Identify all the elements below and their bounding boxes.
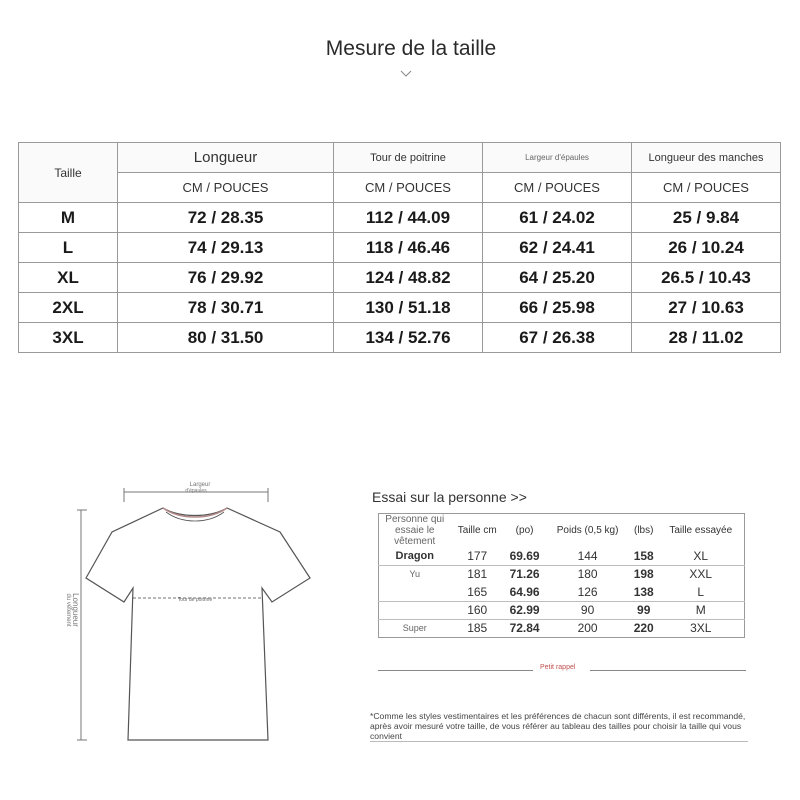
trial-row <box>379 619 745 637</box>
trial-header: Personne qui essaie le vêtement <box>385 514 445 547</box>
unit-header: CM / POUCES <box>483 173 632 203</box>
trial-cell: 144 <box>577 548 598 563</box>
value-cell: 74 / 29.13 <box>118 233 334 263</box>
tshirt-diagram <box>40 470 340 770</box>
trial-cell: 177 <box>467 548 488 563</box>
table-row <box>19 323 781 353</box>
value-cell: 72 / 28.35 <box>118 203 334 233</box>
trial-row <box>379 547 745 565</box>
trial-header: Taille cm <box>457 525 497 536</box>
size-cell: 3XL <box>19 323 118 353</box>
size-cell: XL <box>19 263 118 293</box>
size-table <box>18 142 781 353</box>
trial-cell: 69.69 <box>509 548 540 563</box>
table-row <box>19 293 781 323</box>
trial-cell: 185 <box>451 619 504 637</box>
trial-cell: 126 <box>577 584 598 599</box>
trial-cell: 198 <box>630 565 658 583</box>
trial-cell: M <box>657 601 744 619</box>
trial-cell: 138 <box>633 584 654 599</box>
page-title: Mesure de la taille <box>325 37 497 60</box>
table-row <box>19 233 781 263</box>
value-cell: 28 / 11.02 <box>632 323 781 353</box>
value-cell: 134 / 52.76 <box>334 323 483 353</box>
trial-cell: XXL <box>657 565 744 583</box>
value-cell: 78 / 30.71 <box>118 293 334 323</box>
trial-cell: 62.99 <box>504 601 545 619</box>
trial-row <box>379 601 745 619</box>
value-cell: 66 / 25.98 <box>483 293 632 323</box>
trial-header: (lbs) <box>634 525 654 536</box>
value-cell: 76 / 29.92 <box>118 263 334 293</box>
trial-row <box>379 565 745 583</box>
trial-cell: 72.84 <box>504 619 545 637</box>
trial-cell: 3XL <box>657 619 744 637</box>
divider <box>378 670 533 671</box>
value-cell: 61 / 24.02 <box>483 203 632 233</box>
value-cell: 130 / 51.18 <box>334 293 483 323</box>
trial-cell: 220 <box>630 619 658 637</box>
trial-name <box>379 601 451 619</box>
value-cell: 26.5 / 10.43 <box>632 263 781 293</box>
trial-cell: 90 <box>545 601 630 619</box>
table-row <box>19 203 781 233</box>
trial-name: Super <box>379 619 451 637</box>
trial-title: Essai sur la personne >> <box>372 489 527 505</box>
trial-header: (po) <box>515 525 534 536</box>
value-cell: 112 / 44.09 <box>334 203 483 233</box>
value-cell: 62 / 24.41 <box>483 233 632 263</box>
column-header: Largeur d'épaules <box>483 143 632 173</box>
trial-name: Yu <box>379 565 451 583</box>
table-row <box>19 263 781 293</box>
size-cell: L <box>19 233 118 263</box>
value-cell: 124 / 48.82 <box>334 263 483 293</box>
reminder-label: Petit rappel <box>540 664 576 671</box>
column-header: Longueur <box>118 143 334 173</box>
length-label: du vêtement <box>65 593 71 627</box>
size-cell: 2XL <box>19 293 118 323</box>
trial-header: Poids (0,5 kg) <box>556 525 619 536</box>
trial-cell: 181 <box>451 565 504 583</box>
value-cell: 26 / 10.24 <box>632 233 781 263</box>
size-cell: M <box>19 203 118 233</box>
trial-cell: 200 <box>545 619 630 637</box>
trial-cell: 160 <box>451 601 504 619</box>
unit-header: CM / POUCES <box>118 173 334 203</box>
value-cell: 27 / 10.63 <box>632 293 781 323</box>
unit-header: CM / POUCES <box>334 173 483 203</box>
reminder-note: *Comme les styles vestimentaires et les préférences de chacun sont différents, il est recommandé, après avoir mesuré votre taille, de vous référer au tableau des tailles pour choisir la taille qui vous convient <box>370 711 746 741</box>
chevron-down-icon <box>400 68 412 80</box>
size-header: Taille <box>19 143 118 203</box>
trial-cell: 158 <box>633 548 654 563</box>
trial-cell: 180 <box>545 565 630 583</box>
trial-cell: 165 <box>467 584 488 599</box>
trial-cell: 71.26 <box>504 565 545 583</box>
trial-cell: 64.96 <box>509 584 540 599</box>
shoulder-label: d'épaules <box>185 488 207 494</box>
chest-label: Tour de poitrine <box>177 597 213 603</box>
value-cell: 67 / 26.38 <box>483 323 632 353</box>
trial-cell: L <box>697 584 705 599</box>
trial-header: Taille essayée <box>669 525 733 536</box>
trial-table <box>378 513 745 638</box>
length-label: Longueur <box>71 593 80 627</box>
divider <box>590 670 746 671</box>
column-header: Longueur des manches <box>632 143 781 173</box>
trial-cell: 99 <box>630 601 658 619</box>
unit-header: CM / POUCES <box>632 173 781 203</box>
trial-cell: XL <box>693 548 709 563</box>
column-header: Tour de poitrine <box>334 143 483 173</box>
shoulder-label: Largeur <box>189 482 211 488</box>
value-cell: 80 / 31.50 <box>118 323 334 353</box>
trial-row <box>379 583 745 601</box>
value-cell: 64 / 25.20 <box>483 263 632 293</box>
trial-name: Dragon <box>395 549 434 562</box>
value-cell: 25 / 9.84 <box>632 203 781 233</box>
value-cell: 118 / 46.46 <box>334 233 483 263</box>
trial-name <box>379 583 451 601</box>
